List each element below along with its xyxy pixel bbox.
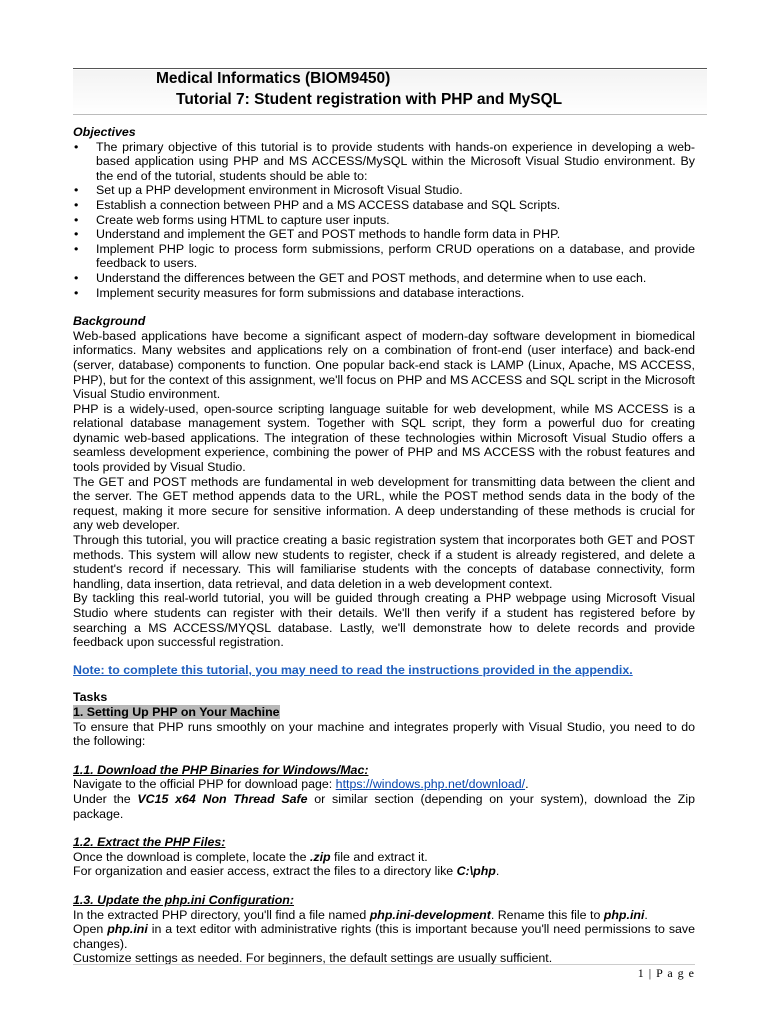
subsection-1-3-line: In the extracted PHP directory, you'll find a file named php.ini-development. Rename this file to php.ini. [73,907,648,922]
tasks-heading: Tasks [73,690,108,705]
section-1-intro: To ensure that PHP runs smoothly on your machine and integrates properly with Visual Studio, you need to do the following: [73,719,695,749]
document-body [73,125,695,966]
subsection-1-1-title: 1.1. Download the PHP Binaries for Windows/Mac: [73,762,369,777]
page-label: | P a g e [648,966,695,980]
subsection-1-2-line: For organization and easier access, extract the files to a directory like C:\php. [73,864,500,879]
objective-item: • Establish a connection between PHP and a MS ACCESS database and SQL Scripts. [73,198,695,213]
subsection-1-2-line: Once the download is complete, locate the .zip file and extract it. [73,849,428,864]
objectives-heading: Objectives [73,125,136,139]
page-footer [638,966,695,981]
objective-item: • Understand and implement the GET and POST methods to handle form data in PHP. [73,227,695,242]
background-paragraph: The GET and POST methods are fundamental in web development for transmitting data between the client and the server. The GET method appends data to the URL, while the POST method sends data in the body of the request, making it more secure for sensitive information. A deep understanding of these methods is crucial for any web developer. [73,474,695,533]
background-paragraph: Web-based applications have become a significant aspect of modern-day software development in biomedical informatics. Many websites and applications rely on a combination of front-end (user interface) and back-end (server, database) components to function. One popular back-end stack is LAMP (Linux, Apache, MS ACCESS, PHP), but for the context of this assignment, we'll focus on PHP and MS ACCESS and SQL script in the Microsoft Visual Studio environment. [73,328,695,402]
background-paragraph: PHP is a widely-used, open-source scripting language suitable for web development, while MS ACCESS is a relational database management system. Together with SQL script, they form a powerful duo for creating dynamic web-based applications. The integration of these technologies within Microsoft Visual Studio offers a seamless development experience, combining the power of PHP and MS ACCESS with the robust features and tools provided by Visual Studio. [73,401,695,475]
background-paragraph: Through this tutorial, you will practice creating a basic registration system that incorporates both GET and POST methods. This system will allow new students to register, check if a student is already registered, and delete a student's record if necessary. This will familiarise students with the concepts of database connectivity, form handling, data insertion, data retrieval, and data deletion in a web development context. [73,533,695,591]
php-download-link[interactable]: https://windows.php.net/download/ [335,777,526,792]
top-rule [73,68,707,69]
subsection-1-2-title: 1.2. Extract the PHP Files: [73,835,226,850]
tutorial-title: Tutorial 7: Student registration with PHP and MySQL [176,91,563,108]
subsection-1-1-line: Navigate to the official PHP for download page: https://windows.php.net/download/. [73,777,529,792]
page-number: 1 [637,966,645,980]
subsection-1-3-line: Customize settings as needed. For beginners, the default settings are usually sufficient. [73,951,553,966]
background-heading: Background [73,314,146,329]
subsection-1-1-line: Under the VC15 x64 Non Thread Safe or similar section (depending on your system), download the Zip package. [73,791,696,821]
appendix-note: Note: to complete this tutorial, you may need to read the instructions provided in the appendix. [73,662,633,677]
objective-item: • Understand the differences between the GET and POST methods, and determine when to use each. [73,271,695,286]
objective-item: • Implement security measures for form submissions and database interactions. [73,286,695,301]
section-1-title: 1. Setting Up PHP on Your Machine [73,704,280,719]
subsection-1-3-line: Open php.ini in a text editor with administrative rights (this is important because you'll need permissions to save changes). [73,922,695,951]
background-paragraph: By tackling this real-world tutorial, you will be guided through creating a PHP webpage using Microsoft Visual Studio where students can register with their details. We'll then verify if a student has registered before by searching a MS ACCESS/MYQSL database. Lastly, we'll demonstrate how to delete records and provide feedback upon successful registration. [73,591,695,650]
objective-item: • Create web forms using HTML to capture user inputs. [73,213,695,228]
subsection-1-3-title: 1.3. Update the php.ini Configuration: [73,892,294,907]
objective-item: • The primary objective of this tutorial is to provide students with hands-on experience in developing a web-based application using PHP and MS ACCESS/MySQL within the Microsoft Visual Studio environment. By the end of the tutorial, students should be able to: [73,140,695,184]
footer-rule [73,964,695,965]
document-title: Medical Informatics (BIOM9450) [156,70,391,87]
objectives-list [73,140,695,301]
objective-item: • Implement PHP logic to process form submissions, perform CRUD operations on a database, and provide feedback to users. [73,242,695,271]
objective-item: • Set up a PHP development environment in Microsoft Visual Studio. [73,183,695,198]
